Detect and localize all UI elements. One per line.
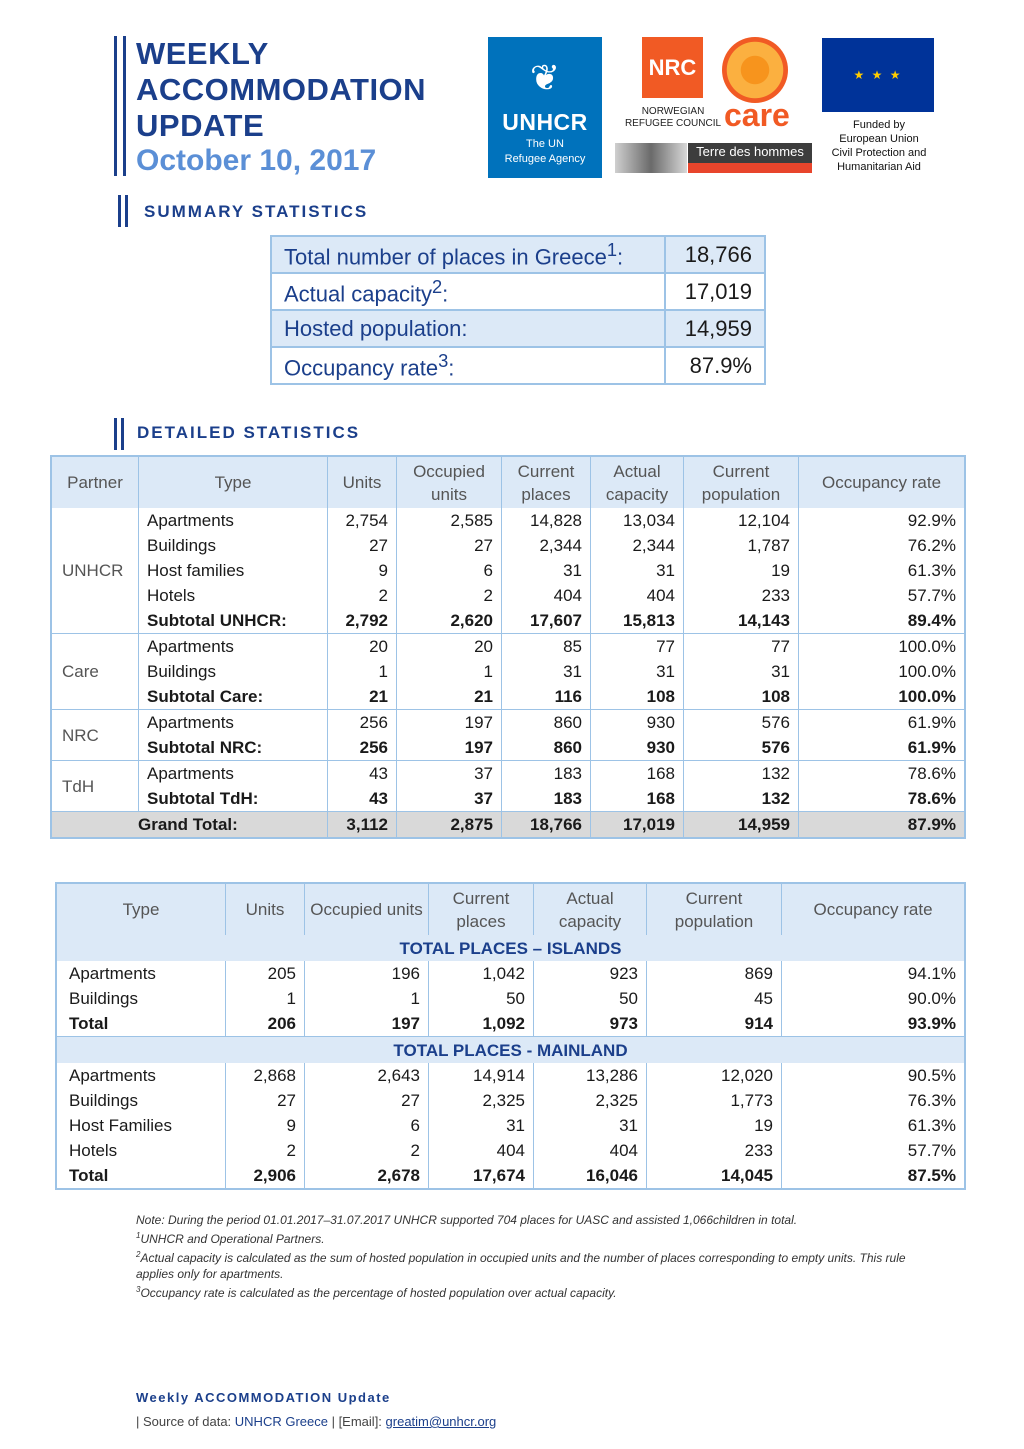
value-cell: 19 [684,558,799,583]
value-cell: 78.6% [799,761,966,787]
value-cell: 6 [397,558,502,583]
value-cell: 31 [429,1113,534,1138]
value-cell: 92.9% [799,508,966,533]
summary-heading: SUMMARY STATISTICS [144,202,369,221]
subtotal-row [51,786,965,812]
value-cell: 20 [328,634,397,660]
col-header: Occupied units [397,456,502,508]
value-cell: 2,875 [397,812,502,839]
summary-label: Hosted population: [271,310,665,347]
value-cell: 15,813 [591,608,684,634]
table-row [56,1088,965,1113]
footnote-1: $^1$UNHCR and Operational Partners. [136,1231,325,1246]
value-cell: 61.9% [799,735,966,761]
value-cell: 27 [305,1088,429,1113]
value-cell: 233 [684,583,799,608]
value-cell: 13,034 [591,508,684,533]
value-cell: 2,620 [397,608,502,634]
table-row [56,1138,965,1163]
value-cell: 2,754 [328,508,397,533]
value-cell: 576 [684,710,799,736]
value-cell: 576 [684,735,799,761]
value-cell: 2,585 [397,508,502,533]
col-header: Partner [51,456,139,508]
tdh-strip [688,163,812,173]
value-cell: 78.6% [799,786,966,812]
total-row [56,1163,965,1189]
value-cell: 2,643 [305,1063,429,1088]
regional-header-row [56,883,965,935]
type-cell: Apartments [56,961,226,986]
value-cell: 404 [429,1138,534,1163]
value-cell: 87.9% [799,812,966,839]
value-cell: 90.5% [782,1063,966,1088]
value-cell: 2,868 [226,1063,305,1088]
subtotal-label: Subtotal UNHCR: [139,608,328,634]
value-cell: 89.4% [799,608,966,634]
page-title [136,36,426,144]
value-cell: 93.9% [782,1011,966,1037]
value-cell: 31 [502,659,591,684]
eu-flag-icon: ★ ★ ★ [822,38,934,112]
value-cell: 9 [226,1113,305,1138]
summary-table [270,235,766,385]
value-cell: 233 [647,1138,782,1163]
table-row [51,659,965,684]
report-date: October 10, 2017 [136,144,377,177]
value-cell: 14,143 [684,608,799,634]
value-cell: 1,773 [647,1088,782,1113]
type-cell: Buildings [56,986,226,1011]
value-cell: 19 [647,1113,782,1138]
value-cell: 168 [591,786,684,812]
eu-caption-line3: Civil Protection and [831,147,927,159]
type-cell: Buildings [139,533,328,558]
table-row [51,761,965,787]
summary-label: Total number of places in Greece$^1$: [271,236,665,273]
value-cell: 1,787 [684,533,799,558]
col-header: Units [328,456,397,508]
partner-cell: NRC [51,710,139,761]
col-header: Occupancy rate [799,456,966,508]
value-cell: 100.0% [799,684,966,710]
type-cell: Hotels [139,583,328,608]
type-cell: Apartments [139,761,328,787]
value-cell: 21 [328,684,397,710]
value-cell: 37 [397,761,502,787]
col-header: Type [139,456,328,508]
value-cell: 17,607 [502,608,591,634]
value-cell: 14,959 [684,812,799,839]
value-cell: 77 [684,634,799,660]
unhcr-logo-sub2: Refugee Agency [504,153,586,165]
regional-table [55,882,966,1190]
summary-value: 14,959 [665,310,765,347]
subtotal-label: Subtotal TdH: [139,786,328,812]
value-cell: 869 [647,961,782,986]
section-title: TOTAL PLACES – ISLANDS [56,935,965,961]
value-cell: 973 [534,1011,647,1037]
value-cell: 132 [684,761,799,787]
value-cell: 256 [328,735,397,761]
value-cell: 2,325 [534,1088,647,1113]
value-cell: 85 [502,634,591,660]
value-cell: 18,766 [502,812,591,839]
value-cell: 183 [502,786,591,812]
unhcr-logo-sub1: The UN [526,138,564,150]
type-cell: Buildings [139,659,328,684]
table-row [56,961,965,986]
summary-row [271,310,765,347]
summary-value: 17,019 [665,273,765,310]
table-row [51,533,965,558]
value-cell: 27 [328,533,397,558]
value-cell: 31 [684,659,799,684]
value-cell: 57.7% [782,1138,966,1163]
value-cell: 197 [397,735,502,761]
value-cell: 100.0% [799,659,966,684]
value-cell: 76.3% [782,1088,966,1113]
value-cell: 168 [591,761,684,787]
value-cell: 2,344 [502,533,591,558]
type-cell: Host families [139,558,328,583]
value-cell: 90.0% [782,986,966,1011]
footnote-2: $^2$Actual capacity is calculated as the sum of hosted population in occupied units and the number of places corresponding to empty units. This rule applies only for apartments. [136,1250,906,1281]
value-cell: 1 [226,986,305,1011]
value-cell: 1 [397,659,502,684]
value-cell: 87.5% [782,1163,966,1189]
title-line-2: ACCOMMODATION [136,72,427,107]
care-emblem-icon [722,37,788,103]
title-line-3: UPDATE [136,108,265,143]
value-cell: 14,045 [647,1163,782,1189]
value-cell: 256 [328,710,397,736]
value-cell: 1 [328,659,397,684]
value-cell: 14,914 [429,1063,534,1088]
col-header: Actual capacity [534,883,647,935]
value-cell: 12,020 [647,1063,782,1088]
care-logo-word: care [724,97,790,133]
type-cell: Apartments [139,634,328,660]
table-row [51,634,965,660]
value-cell: 27 [226,1088,305,1113]
value-cell: 61.9% [799,710,966,736]
value-cell: 205 [226,961,305,986]
detailed-heading: DETAILED STATISTICS [137,423,361,442]
detailed-table [50,455,966,839]
table-row [51,508,965,533]
col-header: Actual capacity [591,456,684,508]
value-cell: 13,286 [534,1063,647,1088]
footer-source [136,1414,496,1429]
value-cell: 100.0% [799,634,966,660]
eu-caption-line1: Funded by [853,119,905,131]
subtotal-row [51,608,965,634]
unhcr-logo-name: UNHCR [502,109,588,135]
title-accent-bars [114,36,126,176]
value-cell: 31 [502,558,591,583]
value-cell: 1 [305,986,429,1011]
table-row [51,583,965,608]
email-label: | [Email]: [327,1414,386,1429]
total-label: Total [56,1163,226,1189]
subtotal-row [51,735,965,761]
nrc-caption-line2: REFUGEE COUNCIL [624,118,722,129]
value-cell: 61.3% [782,1113,966,1138]
col-header: Current population [647,883,782,935]
eu-caption-line2: European Union [839,133,919,145]
email-link[interactable]: greatim@unhcr.org [385,1414,497,1429]
table-row [51,558,965,583]
value-cell: 31 [591,659,684,684]
value-cell: 94.1% [782,961,966,986]
nrc-caption [617,106,729,130]
value-cell: 12,104 [684,508,799,533]
value-cell: 50 [534,986,647,1011]
value-cell: 2,792 [328,608,397,634]
type-cell: Host Families [56,1113,226,1138]
section-row [56,1037,965,1064]
total-row [56,1011,965,1037]
partner-cell: UNHCR [51,508,139,634]
col-header: Occupancy rate [782,883,966,935]
section-row [56,935,965,961]
eu-caption-line4: Humanitarian Aid [837,161,921,173]
value-cell: 31 [591,558,684,583]
unhcr-logo [488,37,602,178]
value-cell: 20 [397,634,502,660]
value-cell: 17,674 [429,1163,534,1189]
unhcr-emblem-icon: ❦ [529,57,561,98]
value-cell: 61.3% [799,558,966,583]
value-cell: 2 [226,1138,305,1163]
type-cell: Buildings [56,1088,226,1113]
type-cell: Hotels [56,1138,226,1163]
title-line-1: WEEKLY [136,36,269,71]
col-header: Type [56,883,226,935]
value-cell: 45 [647,986,782,1011]
value-cell: 404 [591,583,684,608]
value-cell: 2,678 [305,1163,429,1189]
value-cell: 9 [328,558,397,583]
col-header: Units [226,883,305,935]
value-cell: 2,325 [429,1088,534,1113]
value-cell: 206 [226,1011,305,1037]
eu-caption [818,118,940,174]
subtotal-label: Subtotal Care: [139,684,328,710]
source-value: UNHCR Greece [234,1414,328,1429]
value-cell: 57.7% [799,583,966,608]
nrc-logo: NRC [642,37,703,98]
value-cell: 860 [502,735,591,761]
detailed-header-row [51,456,965,508]
partner-cell: Care [51,634,139,710]
value-cell: 1,092 [429,1011,534,1037]
value-cell: 21 [397,684,502,710]
value-cell: 183 [502,761,591,787]
section-title: TOTAL PLACES - MAINLAND [56,1037,965,1064]
value-cell: 923 [534,961,647,986]
value-cell: 50 [429,986,534,1011]
value-cell: 930 [591,710,684,736]
value-cell: 43 [328,761,397,787]
value-cell: 132 [684,786,799,812]
value-cell: 196 [305,961,429,986]
summary-value: 87.9% [665,347,765,384]
table-row [56,986,965,1011]
value-cell: 2 [397,583,502,608]
value-cell: 116 [502,684,591,710]
value-cell: 2 [305,1138,429,1163]
subtotal-label: Subtotal NRC: [139,735,328,761]
subtotal-row [51,684,965,710]
value-cell: 2,344 [591,533,684,558]
value-cell: 31 [534,1113,647,1138]
footnote-3: $^3$Occupancy rate is calculated as the percentage of hosted population over actual capacity. [136,1285,617,1300]
grand-total-label: Grand Total: [51,812,328,839]
summary-row [271,347,765,384]
value-cell: 27 [397,533,502,558]
summary-row [271,236,765,273]
value-cell: 914 [647,1011,782,1037]
type-cell: Apartments [139,508,328,533]
value-cell: 6 [305,1113,429,1138]
col-header: Current population [684,456,799,508]
footnotes [136,1212,916,1301]
value-cell: 43 [328,786,397,812]
table-row [51,710,965,736]
value-cell: 2,906 [226,1163,305,1189]
value-cell: 860 [502,710,591,736]
summary-row [271,273,765,310]
value-cell: 197 [397,710,502,736]
value-cell: 14,828 [502,508,591,533]
summary-label: Occupancy rate$^3$: [271,347,665,384]
value-cell: 17,019 [591,812,684,839]
summary-label: Actual capacity$^2$: [271,273,665,310]
note-text: Note: During the period 01.01.2017–31.07.2017 UNHCR supported 704 places for UASC and assisted 1,066children in total. [136,1213,798,1227]
value-cell: 77 [591,634,684,660]
value-cell: 76.2% [799,533,966,558]
value-cell: 3,112 [328,812,397,839]
nrc-caption-line1: NORWEGIAN [641,106,705,117]
tdh-logo [688,143,812,173]
summary-value: 18,766 [665,236,765,273]
col-header: Current places [429,883,534,935]
value-cell: 16,046 [534,1163,647,1189]
value-cell: 404 [534,1138,647,1163]
total-label: Total [56,1011,226,1037]
value-cell: 404 [502,583,591,608]
value-cell: 108 [591,684,684,710]
tdh-photo-icon [615,143,687,173]
detailed-accent-bars [114,418,124,450]
grand-total-row [51,812,965,839]
value-cell: 1,042 [429,961,534,986]
type-cell: Apartments [139,710,328,736]
col-header: Current places [502,456,591,508]
table-row [56,1063,965,1088]
type-cell: Apartments [56,1063,226,1088]
partner-cell: TdH [51,761,139,812]
col-header: Occupied units [305,883,429,935]
summary-accent-bars [118,195,128,227]
value-cell: 37 [397,786,502,812]
value-cell: 108 [684,684,799,710]
value-cell: 930 [591,735,684,761]
value-cell: 197 [305,1011,429,1037]
footer-title: Weekly ACCOMMODATION Update [136,1390,391,1405]
tdh-logo-text: Terre des hommes [696,144,804,159]
table-row [56,1113,965,1138]
source-label: | Source of data: [136,1414,235,1429]
value-cell: 2 [328,583,397,608]
